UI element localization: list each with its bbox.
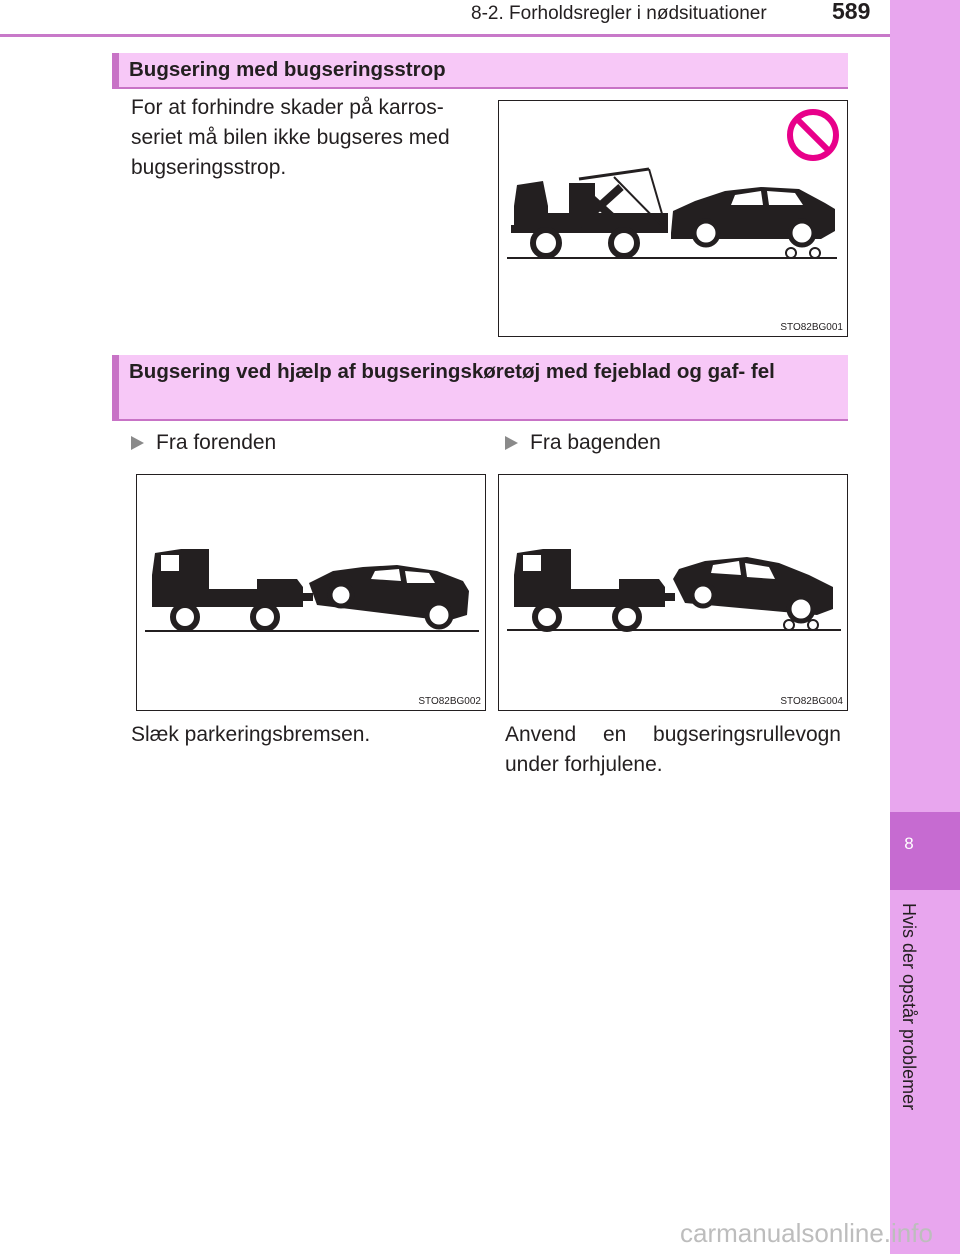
tow-truck-icon (511, 169, 668, 256)
car-icon (671, 187, 835, 258)
section-body-strop: For at forhindre skader på karros- seriet må bilen ikke bugseres med bugseringsstrop. (131, 96, 450, 179)
bullet-front-label: Fra forenden (156, 431, 277, 454)
tow-truck-icon (514, 549, 675, 629)
watermark: carmanualsonline.info (680, 1218, 933, 1248)
figure-strap-towing (498, 100, 848, 337)
bullet-rear-label: Fra bagenden (530, 431, 661, 454)
caption-rear: Anvend en bugseringsrullevogn under forhjulene. (505, 723, 841, 776)
figure-front-towing (136, 474, 486, 711)
page-number: 589 (832, 0, 871, 24)
figure-code: STO82BG001 (780, 322, 843, 333)
car-icon (309, 565, 469, 627)
section-heading-wheel-lift: Bugsering ved hjælp af bugseringskøretøj med fejeblad og gaf- fel (112, 355, 848, 421)
bullet-rear (505, 429, 661, 457)
figure-code: STO82BG002 (418, 696, 481, 707)
header-title: 8-2. Forholdsregler i nødsituationer (471, 3, 767, 24)
figure-code: STO82BG004 (780, 696, 843, 707)
prohibit-icon (790, 112, 836, 158)
tow-truck-icon (152, 549, 313, 629)
triangle-bullet-icon (131, 436, 144, 450)
figure-rear-towing (498, 474, 848, 711)
header-rule (0, 34, 890, 37)
car-icon (673, 557, 833, 630)
caption-front: Slæk parkeringsbremsen. (131, 723, 371, 746)
section-heading-strop: Bugsering med bugseringsstrop (112, 53, 848, 89)
chapter-number: 8 (904, 834, 914, 853)
triangle-bullet-icon (505, 436, 518, 450)
chapter-title: Hvis der opstår problemer (899, 903, 919, 1111)
bullet-front (131, 429, 276, 457)
